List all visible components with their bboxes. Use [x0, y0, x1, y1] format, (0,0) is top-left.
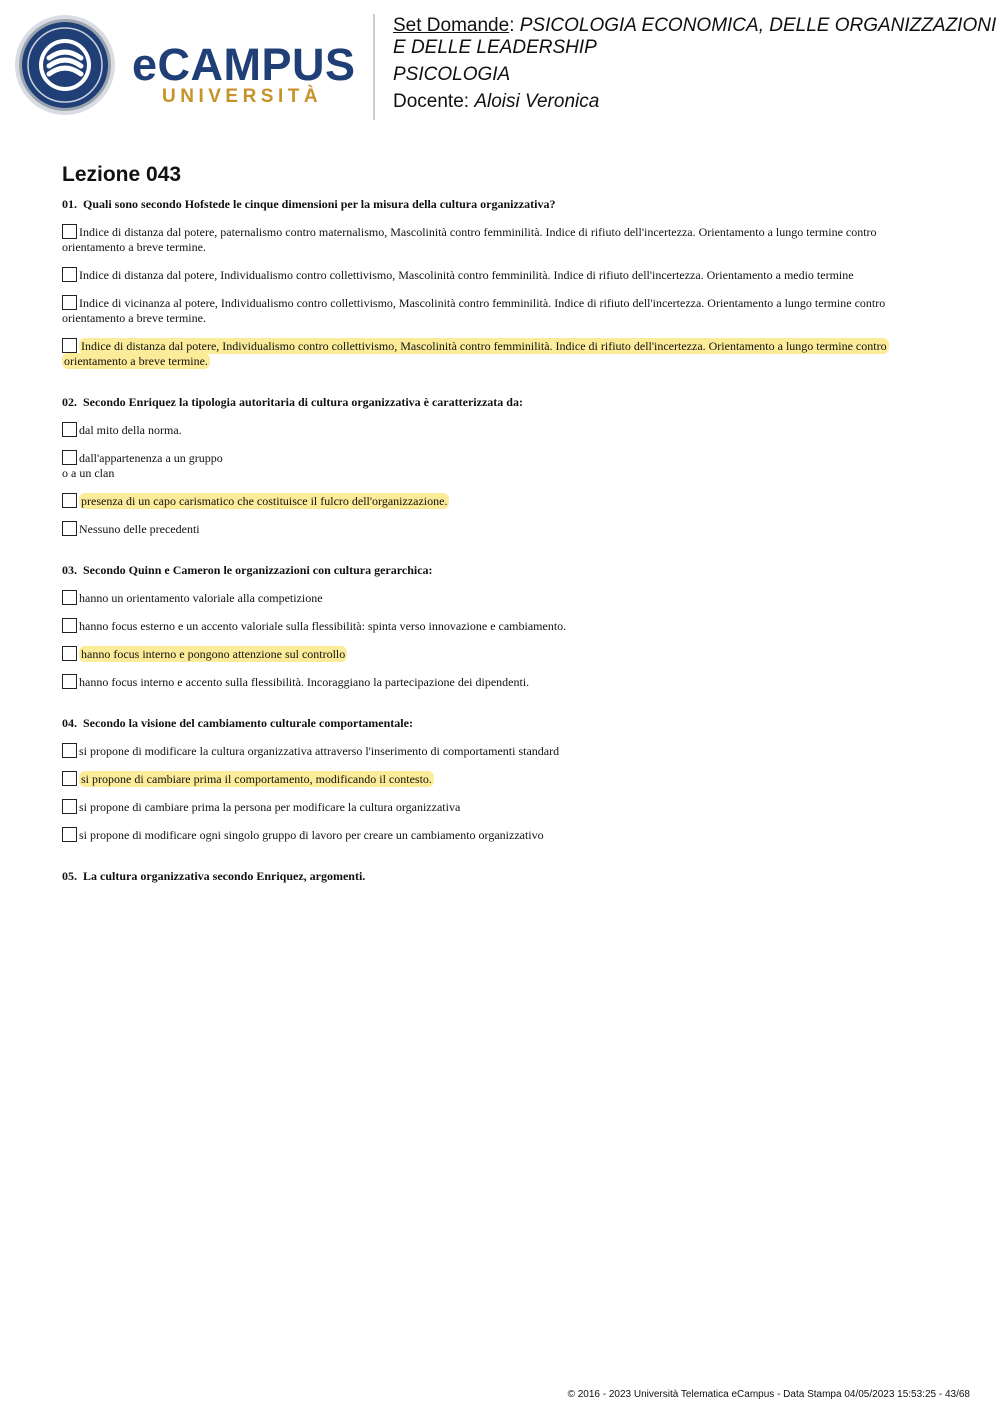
question-text: Quali sono secondo Hofstede le cinque dimensioni per la misura della cultura organizzativa?: [83, 197, 556, 211]
page-header: [0, 0, 1000, 130]
question-number: 05.: [62, 869, 77, 883]
question-spacer: [62, 549, 932, 563]
answer-checkbox[interactable]: [62, 493, 77, 508]
logo-subtitle-text: UNIVERSITÀ: [162, 86, 323, 107]
teacher-name: Aloisi Veronica: [474, 91, 600, 112]
question-text: La cultura organizzativa secondo Enriquez, argomenti.: [83, 869, 366, 883]
answer-checkbox[interactable]: [62, 450, 77, 465]
header-divider: [373, 14, 375, 120]
answer-option: [62, 799, 932, 815]
answer-option: [62, 267, 932, 283]
brand-logo: [132, 40, 357, 112]
answer-checkbox[interactable]: [62, 674, 77, 689]
header-info: [393, 15, 998, 118]
answer-text: dal mito della norma.: [79, 423, 182, 437]
answer-checkbox[interactable]: [62, 618, 77, 633]
question-number: 04.: [62, 716, 77, 730]
answer-option: [62, 827, 932, 843]
lesson-title: Lezione 043: [62, 163, 182, 186]
answer-checkbox[interactable]: [62, 771, 77, 786]
answer-option: [62, 618, 932, 634]
answer-checkbox[interactable]: [62, 590, 77, 605]
answer-text: Indice di distanza dal potere, Individualismo contro collettivismo, Mascolinità contro femminilità. Indice di rifiuto dell'incertezza. Orientamento a lungo termine contro orientamento a breve termine.: [64, 339, 887, 368]
answer-text: si propone di modificare la cultura organizzativa attraverso l'inserimento di comportamenti standard: [79, 744, 560, 758]
question-number: 02.: [62, 395, 77, 409]
question: [62, 716, 932, 731]
answer-checkbox[interactable]: [62, 224, 77, 239]
answer-option: [62, 338, 932, 369]
answer-text: dall'appartenenza a un gruppo o a un clan: [62, 451, 223, 480]
answer-text: si propone di modificare ogni singolo gruppo di lavoro per creare un cambiamento organizzativo: [79, 828, 544, 842]
set-value: PSICOLOGIA ECONOMICA, DELLE ORGANIZZAZIONI E DELLE LEADERSHIP: [393, 15, 997, 58]
question-text: Secondo Quinn e Cameron le organizzazioni con cultura gerarchica:: [83, 563, 433, 577]
answer-option: [62, 450, 932, 481]
question-text: Secondo la visione del cambiamento culturale comportamentale:: [83, 716, 413, 730]
teacher-label: Docente:: [393, 91, 470, 112]
course-name: PSICOLOGIA: [393, 64, 511, 85]
answer-option: [62, 224, 932, 255]
answer-text: presenza di un capo carismatico che costituisce il fulcro dell'organizzazione.: [81, 494, 448, 508]
answer-option: [62, 422, 932, 438]
answer-text: si propone di cambiare prima la persona per modificare la cultura organizzativa: [79, 800, 461, 814]
question-list: [62, 197, 932, 896]
answer-option: [62, 590, 932, 606]
answer-checkbox[interactable]: [62, 267, 77, 282]
answer-checkbox[interactable]: [62, 338, 77, 353]
answer-text: Indice di distanza dal potere, paternalismo contro maternalismo, Mascolinità contro femminilità. Indice di rifiuto dell'incertezza. Orientamento a lungo termine contro orientamento a breve termine.: [62, 225, 877, 254]
answer-option: [62, 743, 932, 759]
question-text: Secondo Enriquez la tipologia autoritaria di cultura organizzativa è caratterizzata da:: [83, 395, 523, 409]
question: [62, 563, 932, 578]
teacher-line: [393, 91, 998, 113]
answer-text: Indice di distanza dal potere, Individualismo contro collettivismo, Mascolinità contro femminilità. Indice di rifiuto dell'incertezza. Orientamento a medio termine: [79, 268, 854, 282]
set-label: Set Domande: [393, 15, 510, 36]
answer-option: [62, 646, 932, 662]
question-number: 01.: [62, 197, 77, 211]
answer-text: Nessuno delle precedenti: [79, 522, 200, 536]
answer-checkbox[interactable]: [62, 799, 77, 814]
answer-checkbox[interactable]: [62, 295, 77, 310]
logo-brand-text: eCAMPUS: [132, 39, 356, 90]
answer-checkbox[interactable]: [62, 422, 77, 437]
answer-option: [62, 295, 932, 326]
question-number: 03.: [62, 563, 77, 577]
answer-option: [62, 674, 932, 690]
question: [62, 395, 932, 410]
question-spacer: [62, 381, 932, 395]
page-footer: © 2016 - 2023 Università Telematica eCampus - Data Stampa 04/05/2023 15:53:25 - 43/68: [567, 1389, 970, 1400]
answer-text: hanno focus interno e pongono attenzione sul controllo: [81, 647, 346, 661]
answer-option: [62, 521, 932, 537]
question-spacer: [62, 855, 932, 869]
answer-text: si propone di cambiare prima il comportamento, modificando il contesto.: [81, 772, 432, 786]
answer-option: [62, 771, 932, 787]
answer-checkbox[interactable]: [62, 646, 77, 661]
set-line: Set Domande: PSICOLOGIA ECONOMICA, DELLE ORGANIZZAZIONI E DELLE LEADERSHIP: [393, 15, 997, 58]
answer-text: hanno focus esterno e un accento valoriale sulla flessibilità: spinta verso innovazione e cambiamento.: [79, 619, 567, 633]
question: [62, 197, 932, 212]
university-seal-logo: [14, 14, 116, 116]
answer-checkbox[interactable]: [62, 521, 77, 536]
question-spacer: [62, 702, 932, 716]
answer-text: Indice di vicinanza al potere, Individualismo contro collettivismo, Mascolinità contro femminilità. Indice di rifiuto dell'incertezza. Orientamento a lungo termine contro orientamento a breve termine.: [62, 296, 886, 325]
answer-text: hanno un orientamento valoriale alla competizione: [79, 591, 323, 605]
question: [62, 869, 932, 884]
answer-text: hanno focus interno e accento sulla flessibilità. Incoraggiano la partecipazione dei dipendenti.: [79, 675, 530, 689]
answer-checkbox[interactable]: [62, 743, 77, 758]
answer-checkbox[interactable]: [62, 827, 77, 842]
answer-option: [62, 493, 932, 509]
